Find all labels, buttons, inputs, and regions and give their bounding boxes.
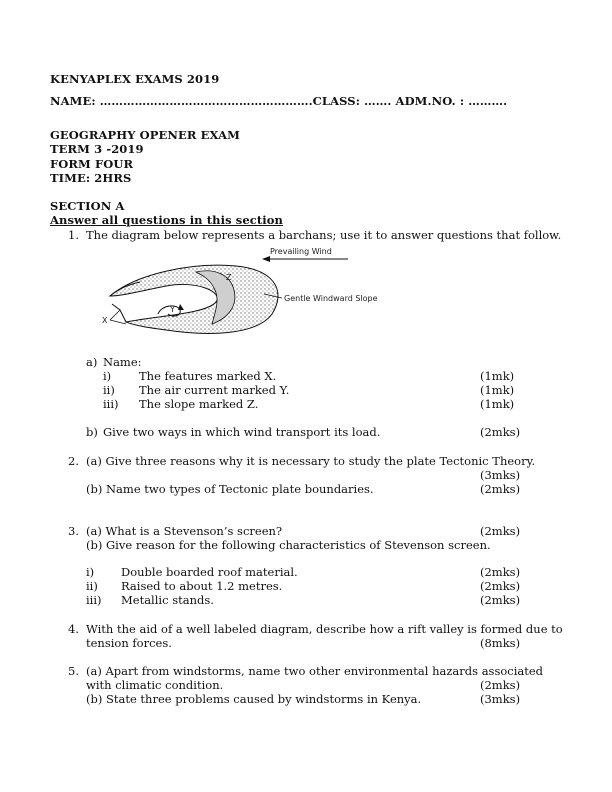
time-label: TIME: 2HRS	[50, 171, 132, 185]
q3-item-num: ii)	[86, 579, 98, 593]
question-1-text: The diagram below represents a barchans; use it to answer questions that follow.	[86, 228, 562, 242]
barchan-diagram	[96, 244, 396, 344]
q1a-item-marks: (1mk)	[480, 369, 515, 383]
question-number-4: 4.	[68, 622, 79, 636]
q1a-item-num: i)	[103, 369, 112, 383]
q5b-marks: (3mks)	[480, 692, 521, 706]
q3-item-text: Raised to about 1.2 metres.	[121, 579, 283, 593]
q3a-text: (a) What is a Stevenson’s screen?	[86, 524, 283, 538]
barchan-dune-body	[110, 265, 278, 333]
name-class-adm-line: NAME: ……………………………………………….CLASS: ……. ADM.NO. : ……….	[50, 94, 508, 108]
q1a-item-num: iii)	[103, 397, 119, 411]
lower-horn	[112, 304, 126, 322]
question-number-5: 5.	[68, 664, 79, 678]
q3a-marks: (2mks)	[480, 524, 521, 538]
q1a-item-num: ii)	[103, 383, 115, 397]
q1a-item-marks: (1mk)	[480, 397, 515, 411]
q1a-item-text: The features marked X.	[139, 369, 277, 383]
wind-label: Prevailing Wind	[270, 247, 332, 256]
q1a-item-marks: (1mk)	[480, 383, 515, 397]
q3b-text: (b) Give reason for the following characteristics of Stevenson screen.	[86, 538, 491, 552]
term-label: TERM 3 -2019	[50, 142, 144, 156]
q3-item-num: iii)	[86, 593, 102, 607]
q3-item-marks: (2mks)	[480, 565, 521, 579]
form-label: FORM FOUR	[50, 157, 134, 171]
q5a-marks: (2mks)	[480, 678, 521, 692]
section-instruction: Answer all questions in this section	[50, 213, 283, 227]
q1b-label: b)	[86, 425, 98, 439]
q3-item-text: Double boarded roof material.	[121, 565, 298, 579]
q2a-text: (a) Give three reasons why it is necessary to study the plate Tectonic Theory.	[86, 454, 536, 468]
q4-line2: tension forces.	[86, 636, 172, 650]
q4-line1: With the aid of a well labeled diagram, describe how a rift valley is formed due to	[86, 622, 563, 636]
q5a-line1: (a) Apart from windstorms, name two other environmental hazards associated	[86, 664, 544, 678]
q1b-text: Give two ways in which wind transport its load.	[103, 425, 381, 439]
q2b-text: (b) Name two types of Tectonic plate boundaries.	[86, 482, 374, 496]
q3-item-marks: (2mks)	[480, 593, 521, 607]
label-y: Y	[170, 305, 175, 314]
q1a-text: Name:	[103, 355, 142, 369]
q2b-marks: (2mks)	[480, 482, 521, 496]
q3-item-text: Metallic stands.	[121, 593, 214, 607]
question-number-1: 1.	[68, 228, 79, 242]
q5b-text: (b) State three problems caused by windstorms in Kenya.	[86, 692, 422, 706]
slope-label: Gentle Windward Slope	[284, 294, 378, 303]
exam-body-title: KENYAPLEX EXAMS 2019	[50, 72, 220, 86]
q1a-item-text: The air current marked Y.	[139, 383, 290, 397]
q2a-marks: (3mks)	[480, 468, 521, 482]
question-number-2: 2.	[68, 454, 79, 468]
q4-marks: (8mks)	[480, 636, 521, 650]
exam-title: GEOGRAPHY OPENER EXAM	[50, 128, 240, 142]
question-number-3: 3.	[68, 524, 79, 538]
q1a-label: a)	[86, 355, 98, 369]
section-title: SECTION A	[50, 199, 125, 213]
q1b-marks: (2mks)	[480, 425, 521, 439]
wind-arrow-head-icon	[262, 256, 270, 262]
q5a-line2: with climatic condition.	[86, 678, 224, 692]
q3-item-num: i)	[86, 565, 95, 579]
label-z: Z	[226, 273, 232, 282]
label-x: X	[102, 316, 108, 325]
q1a-item-text: The slope marked Z.	[139, 397, 259, 411]
q3-item-marks: (2mks)	[480, 579, 521, 593]
